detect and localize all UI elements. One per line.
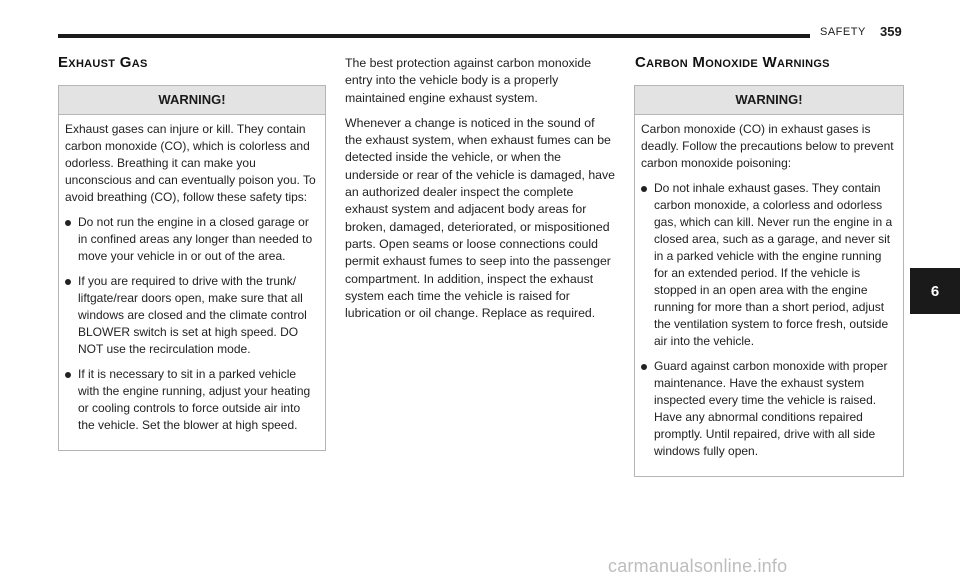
paragraph: The best protection against carbon monoxide entry into the vehicle body is a properly maintained engine exhaust system. <box>345 56 592 105</box>
exhaust-gas-title: Exhaust Gas <box>58 54 148 71</box>
co-warning-box <box>634 85 904 477</box>
exhaust-warning-box <box>58 85 326 451</box>
warning-intro: Carbon monoxide (CO) in exhaust gases is deadly. Follow the precautions below to prevent carbon monoxide poisoning: <box>641 122 894 170</box>
section-name: SAFETY <box>820 26 866 38</box>
warning-heading: WARNING! <box>635 86 903 115</box>
warning-heading: WARNING! <box>59 86 325 115</box>
bullet-icon <box>65 372 71 378</box>
paragraph: Whenever a change is noticed in the sound of the exhaust system, when exhaust fumes can be detected inside the vehicle, or when the underside or rear of the vehicle is damaged, have an authorized dealer inspect the complete exhaust system and adjacent body areas for broken, damaged, deteriorated, or mispositioned parts. Open seams or loose connections could permit exhaust fumes to seep into the passenger compartment. In addition, inspect the exhaust system each time the vehicle is raised for lubrication or oil change. Replace as required. <box>345 115 616 321</box>
header-rule <box>58 34 810 38</box>
bullet-icon <box>65 220 71 226</box>
bullet-icon <box>641 186 647 192</box>
exhaust-text-column <box>345 55 615 330</box>
bullet-icon <box>65 279 71 285</box>
list-item: Do not inhale exhaust gases. They contain carbon monoxide, a colorless and odorless gas, which can kill. Never run the engine in a closed area, such as a garage, and never sit in a parked vehicle with the engine running for an extended period. If the vehicle is stopped in an open area with the engine running for more than a short period, adjust the ventilation system to force fresh, outside air into the vehicle. <box>641 180 897 350</box>
watermark: carmanualsonline.info <box>608 556 788 576</box>
carbon-monoxide-title: Carbon Monoxide Warnings <box>635 54 830 71</box>
list-item: Guard against carbon monoxide with proper maintenance. Have the exhaust system inspected every time the vehicle is raised. Have any abnormal conditions repaired promptly. Until repaired, drive with all side windows fully open. <box>641 358 897 460</box>
warning-intro: Exhaust gases can injure or kill. They contain carbon monoxide (CO), which is colorless and odorless. Breathing it can make you unconscious and can eventually poison you. To avoid breathing (CO), follow these safety tips: <box>65 122 316 204</box>
list-item: Do not run the engine in a closed garage or in confined areas any longer than needed to move your vehicle in or out of the area. <box>65 214 319 265</box>
page-number: 359 <box>880 24 902 39</box>
bullet-icon <box>641 364 647 370</box>
list-item: If it is necessary to sit in a parked vehicle with the engine running, adjust your heating or cooling controls to force outside air into the vehicle. Set the blower at high speed. <box>65 366 319 434</box>
chapter-tab: 6 <box>910 268 960 314</box>
list-item: If you are required to drive with the trunk/ liftgate/rear doors open, make sure that all windows are closed and the climate control BLOWER switch is set at high speed. DO NOT use the recirculation mode. <box>65 273 319 358</box>
